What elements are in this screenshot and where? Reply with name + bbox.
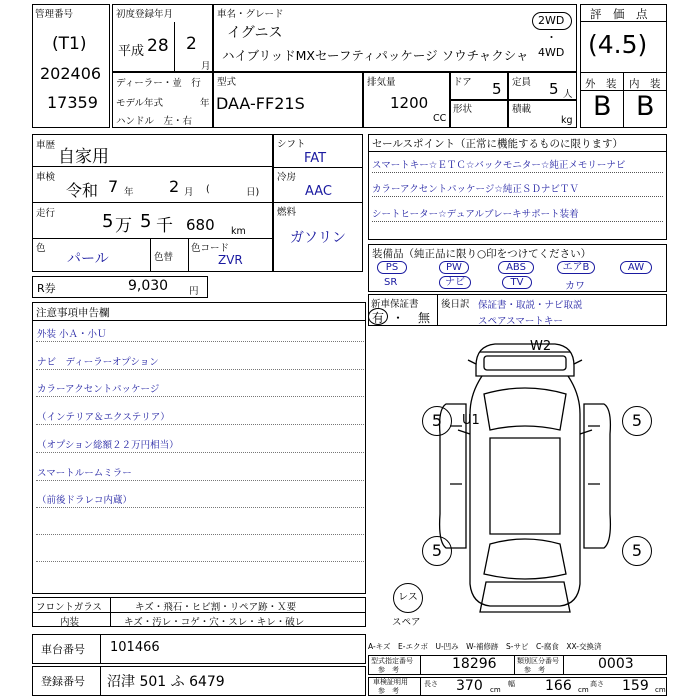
model-year-unit: 年 [200,98,210,109]
mgmt-number-1: 202406 [40,64,102,83]
warranty-sep: ・ [392,311,405,325]
displacement-value: 1200 [390,94,429,112]
chassis-label: 車台番号 [41,643,85,656]
color-value: パール [67,251,109,267]
equipment-title: 装備品（純正品に限り○印をつけてください） [372,248,592,260]
cert-label: 車検証明用 [373,678,408,686]
fuel-value: ガソリン [290,230,346,246]
warranty-extra-2: スペアスマートキー [478,316,563,327]
first-reg-era: 平成 [118,44,145,59]
note-line-3: カラーアクセントパッケージ [37,384,160,395]
car-damage-diagram [400,334,650,624]
equip-sr: SR [384,277,398,288]
recycle-box [32,276,208,298]
type-label: 型式 [217,77,237,88]
load-label: 積載 [512,104,532,115]
first-registration-label: 初度登録年月 [116,9,174,20]
drive-4wd: 4WD [538,46,565,59]
spare-tire-mark: レス [393,583,423,613]
length-value: 370 [456,678,483,694]
note-line-7: （前後ドラレコ内蔵） [37,495,133,506]
width-label: 幅 [508,680,515,688]
shape-label: 形状 [453,104,473,115]
equip-leather: カワ [565,281,585,292]
color-label: 色 [36,243,46,254]
car-name: イグニス [227,25,283,41]
damage-legend: A-キズ E-エクボ U-凹み W-補修跡 S-サビ C-腐食 XX-交換済 [368,642,602,651]
note-line-6: スマートルームミラー [37,468,132,479]
mileage-man-unit: 万 [115,216,132,236]
length-label: 長さ [424,680,438,688]
length-unit: cm [490,686,501,694]
category-value: 0003 [598,656,634,672]
height-unit: cm [655,686,666,694]
car-name-label: 車名・グレード [217,9,284,20]
width-value: 166 [545,678,572,694]
inspection-year: 7 [108,177,119,196]
warranty-extra-1: 保証書・取説・ナビ取説 [478,300,583,311]
door-value: 5 [492,80,502,98]
history-value: 自家用 [58,147,109,167]
equip-tv: TV [502,276,532,289]
cc-unit: CC [433,113,447,124]
displacement-label: 排気量 [367,77,396,88]
sales-point-line-1: スマートキー☆ＥＴＣ☆バックモニター☆純正メモリーナビ [372,160,626,171]
tire-rear-right: 5 [622,536,652,566]
equip-pw: PW [439,261,469,274]
mark-top: W2 [530,339,552,354]
first-reg-month: 2 [186,34,197,54]
inspection-month: 2 [169,177,180,196]
drive-dot: ・ [546,31,557,44]
recycle-label: R券 [37,282,56,295]
category-sub: 参 考 [524,666,545,674]
exterior-grade: B [593,91,612,122]
dealer-label: ディーラー・並 行 [116,78,201,89]
mgmt-number-2: 17359 [47,93,98,112]
mark-left-front: U1 [462,413,480,428]
mileage-label: 走行 [36,208,56,219]
warranty-no: 無 [418,311,431,325]
mgmt-code: (T1) [52,34,87,54]
car-grade: ハイブリッドMXセーフティパッケージ ソウチャクシャ [222,48,529,63]
capacity-label: 定員 [512,77,532,88]
mileage-sen-value: 5 [140,211,152,232]
mileage-rest: 680 [186,216,215,234]
warranty-label: 新車保証書 [371,299,419,310]
door-label: ドア [453,77,472,88]
type-value: DAA-FF21S [216,94,305,113]
model-year-label: モデル年式 [116,98,164,109]
type-code-sub: 参 考 [378,666,399,674]
tire-rear-left: 5 [422,536,452,566]
mgmt-label: 管理番号 [35,9,74,20]
inspection-month-unit: 月 [184,187,194,198]
color-code-label: 色コード [191,243,230,254]
shift-value: FAT [304,151,327,166]
color-code-value: ZVR [218,253,243,267]
cert-sub: 参 考 [378,687,399,695]
note-line-1: 外装 小Ａ・小Ｕ [37,329,107,340]
width-unit: cm [578,686,589,694]
sales-points-title: セールスポイント（正常に機能するものに限ります） [372,138,624,150]
shift-label: シフト [277,139,306,150]
exterior-label: 外 装 [585,78,617,90]
handle-label: ハンドル 左・右 [116,116,193,127]
ac-value: AAC [305,184,332,199]
inspection-paren-close: 日) [246,187,260,198]
equip-navi: ナビ [439,276,471,289]
inspection-label: 車検 [36,172,56,183]
first-reg-year: 28 [147,36,169,56]
interior-cond-value: キズ・汚レ・コゲ・穴・スレ・キレ・破レ [124,617,305,628]
fuel-label: 燃料 [277,207,297,218]
interior-label: 内 装 [629,78,661,90]
warranty-yes: 有 [372,311,385,325]
front-glass-label: フロントガラス [36,602,102,613]
person-unit: 人 [563,89,573,100]
front-glass-value: キズ・飛石・ヒビ割・リペア跡・Ｘ要 [135,602,297,613]
inspection-year-unit: 年 [124,187,134,198]
type-code-label: 型式指定番号 [371,657,413,665]
rating-label: 評 価 点 [590,7,648,21]
registration-label: 登録番号 [41,675,85,688]
equip-abs: ABS [498,261,534,274]
equip-ps: PS [377,261,407,274]
registration-value: 沼津 501 ふ 6479 [107,674,225,690]
mileage-sen-unit: 千 [156,216,173,236]
note-line-4: （インテリア＆エクステリア） [37,412,170,423]
tire-front-left: 5 [422,406,452,436]
interior-grade: B [636,91,655,122]
inspection-paren-open: ( [206,184,210,195]
first-reg-month-unit: 月 [201,61,211,72]
notes-title: 注意事項申告欄 [36,307,110,319]
capacity-value: 5 [549,80,559,98]
load-unit: kg [561,115,573,126]
history-label: 車歴 [36,140,56,151]
equip-aw: AW [620,261,652,274]
height-value: 159 [622,678,649,694]
height-label: 高さ [590,680,604,688]
sales-point-line-2: カラーアクセントパッケージ☆純正ＳＤナビＴＶ [372,184,579,195]
spare-label: スペア [392,617,421,628]
mileage-man-value: 5 [102,211,114,232]
ac-label: 冷房 [277,172,297,183]
category-label: 類別区分番号 [517,657,559,665]
type-code-value: 18296 [452,656,497,672]
warranty-extra-label: 後日訳 [441,299,470,310]
recycle-value: 9,030 [128,278,169,294]
recycle-unit: 円 [189,286,199,297]
km-unit: km [231,226,246,237]
inspection-era: 令和 [66,181,99,200]
equip-airbag: エアB [557,261,595,274]
chassis-value: 101466 [110,640,160,655]
drive-2wd: 2WD [538,14,565,27]
rating-value: (4.5) [588,30,648,59]
tire-front-right: 5 [622,406,652,436]
interior-cond-label: 内装 [60,617,80,628]
sales-point-line-3: シートヒーター☆デュアルブレーキサポート装着 [372,209,579,220]
note-line-5: （オプション総額２２万円相当） [37,440,179,451]
color-change-label: 色替 [154,252,174,263]
note-line-2: ナビ ディーラーオプション [37,357,159,368]
